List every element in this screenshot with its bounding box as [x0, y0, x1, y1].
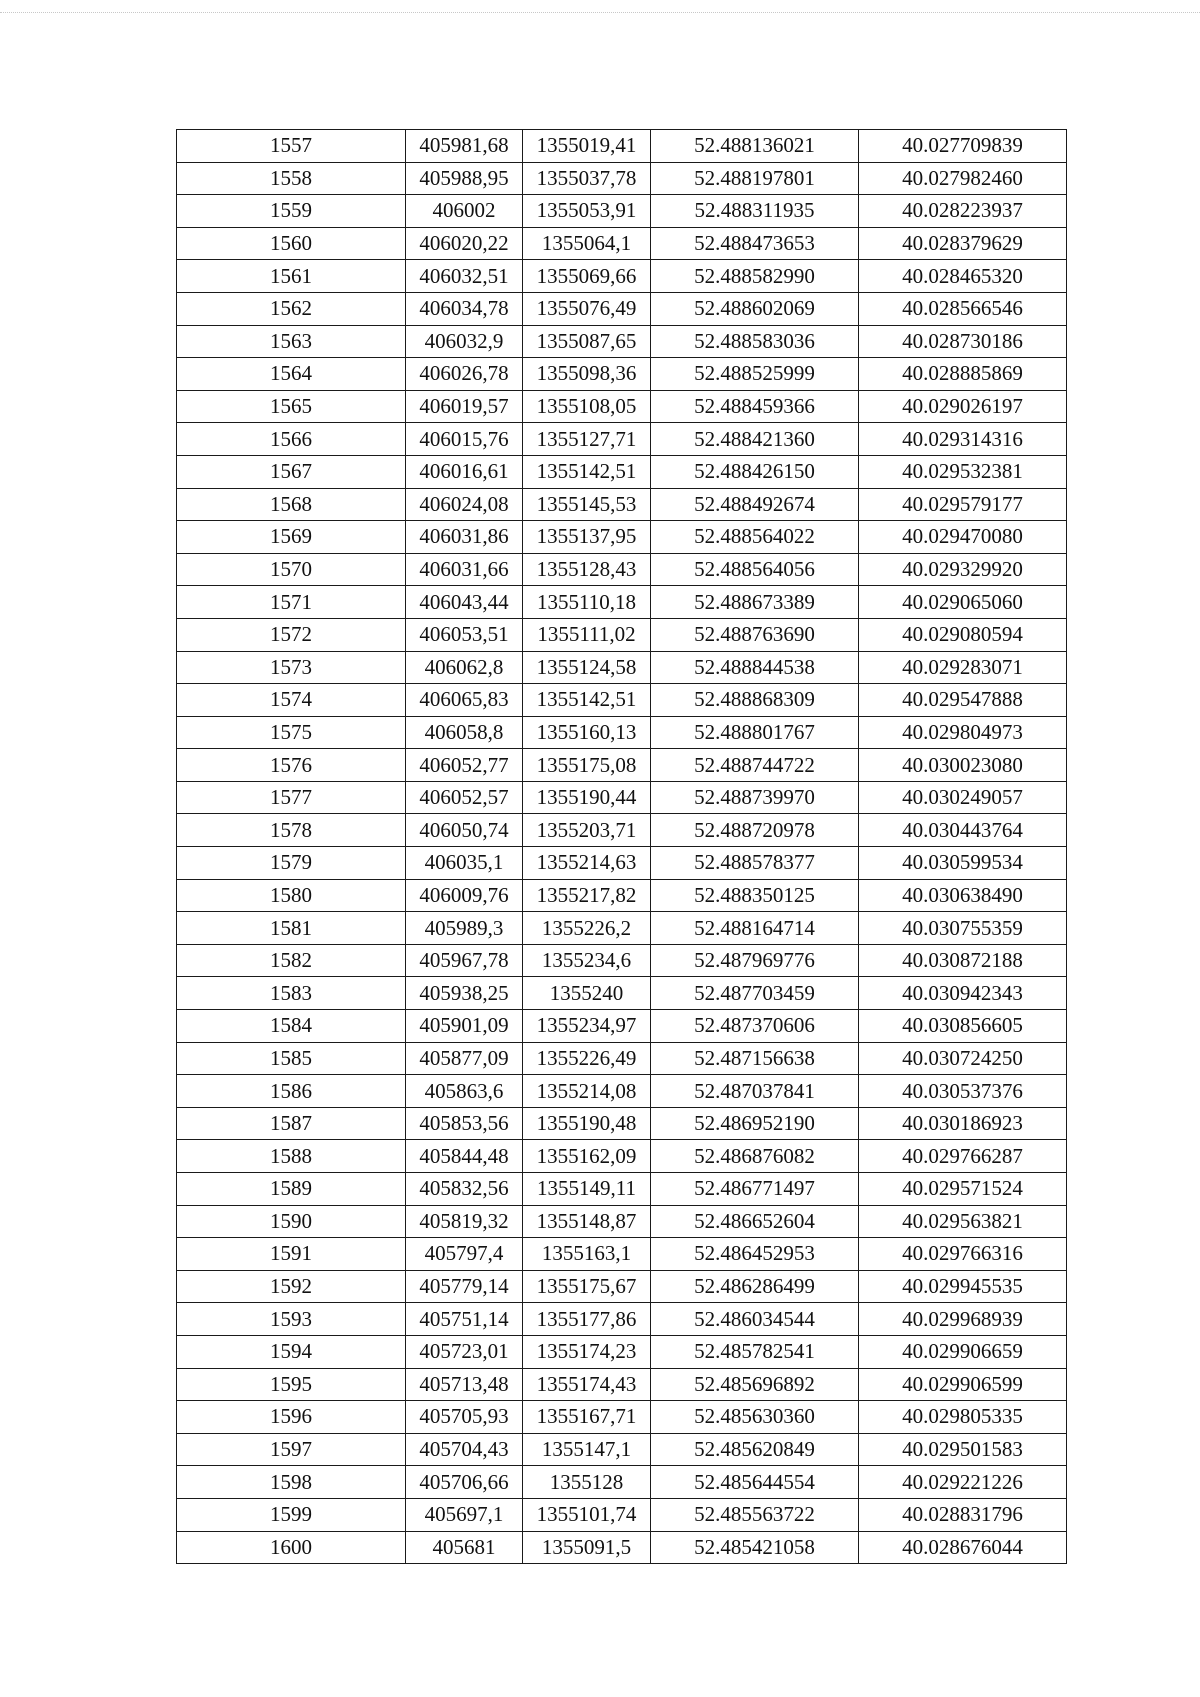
latitude-cell: 52.488197801 — [651, 162, 859, 195]
y-coordinate-cell: 1355137,95 — [523, 521, 651, 554]
table-row — [177, 618, 1067, 651]
longitude-cell: 40.030755359 — [859, 912, 1067, 945]
y-coordinate-cell: 1355217,82 — [523, 879, 651, 912]
latitude-cell: 52.488744722 — [651, 749, 859, 782]
x-coordinate-cell: 406035,1 — [406, 847, 523, 880]
longitude-cell: 40.030023080 — [859, 749, 1067, 782]
y-coordinate-cell: 1355091,5 — [523, 1531, 651, 1564]
x-coordinate-cell: 406043,44 — [406, 586, 523, 619]
x-coordinate-cell: 405989,3 — [406, 912, 523, 945]
point-number-cell: 1595 — [177, 1368, 406, 1401]
y-coordinate-cell: 1355147,1 — [523, 1433, 651, 1466]
y-coordinate-cell: 1355019,41 — [523, 130, 651, 163]
longitude-cell: 40.030942343 — [859, 977, 1067, 1010]
longitude-cell: 40.029026197 — [859, 390, 1067, 423]
longitude-cell: 40.029563821 — [859, 1205, 1067, 1238]
y-coordinate-cell: 1355226,49 — [523, 1042, 651, 1075]
x-coordinate-cell: 405901,09 — [406, 1010, 523, 1043]
table-row — [177, 716, 1067, 749]
y-coordinate-cell: 1355162,09 — [523, 1140, 651, 1173]
table-row — [177, 390, 1067, 423]
latitude-cell: 52.487370606 — [651, 1010, 859, 1043]
x-coordinate-cell: 406053,51 — [406, 618, 523, 651]
x-coordinate-cell: 406058,8 — [406, 716, 523, 749]
longitude-cell: 40.029547888 — [859, 684, 1067, 717]
table-row — [177, 1075, 1067, 1108]
longitude-cell: 40.030537376 — [859, 1075, 1067, 1108]
table-row — [177, 1140, 1067, 1173]
point-number-cell: 1585 — [177, 1042, 406, 1075]
longitude-cell: 40.030186923 — [859, 1107, 1067, 1140]
longitude-cell: 40.029945535 — [859, 1270, 1067, 1303]
table-row — [177, 553, 1067, 586]
longitude-cell: 40.028223937 — [859, 195, 1067, 228]
x-coordinate-cell: 406032,9 — [406, 325, 523, 358]
point-number-cell: 1586 — [177, 1075, 406, 1108]
latitude-cell: 52.488421360 — [651, 423, 859, 456]
y-coordinate-cell: 1355214,08 — [523, 1075, 651, 1108]
point-number-cell: 1567 — [177, 455, 406, 488]
point-number-cell: 1579 — [177, 847, 406, 880]
y-coordinate-cell: 1355145,53 — [523, 488, 651, 521]
x-coordinate-cell: 405988,95 — [406, 162, 523, 195]
table-row — [177, 358, 1067, 391]
point-number-cell: 1561 — [177, 260, 406, 293]
point-number-cell: 1577 — [177, 781, 406, 814]
point-number-cell: 1566 — [177, 423, 406, 456]
x-coordinate-cell: 406024,08 — [406, 488, 523, 521]
point-number-cell: 1587 — [177, 1107, 406, 1140]
longitude-cell: 40.029221226 — [859, 1466, 1067, 1499]
latitude-cell: 52.488564056 — [651, 553, 859, 586]
longitude-cell: 40.029579177 — [859, 488, 1067, 521]
point-number-cell: 1581 — [177, 912, 406, 945]
x-coordinate-cell: 405877,09 — [406, 1042, 523, 1075]
x-coordinate-cell: 405819,32 — [406, 1205, 523, 1238]
longitude-cell: 40.030443764 — [859, 814, 1067, 847]
y-coordinate-cell: 1355214,63 — [523, 847, 651, 880]
x-coordinate-cell: 406015,76 — [406, 423, 523, 456]
point-number-cell: 1599 — [177, 1498, 406, 1531]
y-coordinate-cell: 1355174,23 — [523, 1335, 651, 1368]
longitude-cell: 40.030856605 — [859, 1010, 1067, 1043]
point-number-cell: 1582 — [177, 944, 406, 977]
longitude-cell: 40.030599534 — [859, 847, 1067, 880]
latitude-cell: 52.486771497 — [651, 1173, 859, 1206]
y-coordinate-cell: 1355101,74 — [523, 1498, 651, 1531]
table-row — [177, 847, 1067, 880]
x-coordinate-cell: 405697,1 — [406, 1498, 523, 1531]
point-number-cell: 1559 — [177, 195, 406, 228]
table-row — [177, 292, 1067, 325]
y-coordinate-cell: 1355064,1 — [523, 227, 651, 260]
longitude-cell: 40.030638490 — [859, 879, 1067, 912]
point-number-cell: 1565 — [177, 390, 406, 423]
latitude-cell: 52.488164714 — [651, 912, 859, 945]
latitude-cell: 52.485620849 — [651, 1433, 859, 1466]
y-coordinate-cell: 1355177,86 — [523, 1303, 651, 1336]
point-number-cell: 1580 — [177, 879, 406, 912]
table-row — [177, 488, 1067, 521]
latitude-cell: 52.488602069 — [651, 292, 859, 325]
longitude-cell: 40.029065060 — [859, 586, 1067, 619]
table-row — [177, 1042, 1067, 1075]
latitude-cell: 52.488350125 — [651, 879, 859, 912]
y-coordinate-cell: 1355226,2 — [523, 912, 651, 945]
table-row — [177, 1401, 1067, 1434]
point-number-cell: 1560 — [177, 227, 406, 260]
y-coordinate-cell: 1355127,71 — [523, 423, 651, 456]
point-number-cell: 1593 — [177, 1303, 406, 1336]
table-row — [177, 944, 1067, 977]
x-coordinate-cell: 405863,6 — [406, 1075, 523, 1108]
table-row — [177, 521, 1067, 554]
point-number-cell: 1576 — [177, 749, 406, 782]
table-row — [177, 455, 1067, 488]
longitude-cell: 40.029805335 — [859, 1401, 1067, 1434]
longitude-cell: 40.028379629 — [859, 227, 1067, 260]
y-coordinate-cell: 1355163,1 — [523, 1238, 651, 1271]
table-row — [177, 651, 1067, 684]
y-coordinate-cell: 1355128 — [523, 1466, 651, 1499]
y-coordinate-cell: 1355111,02 — [523, 618, 651, 651]
table-row — [177, 130, 1067, 163]
latitude-cell: 52.488525999 — [651, 358, 859, 391]
table-row — [177, 1107, 1067, 1140]
latitude-cell: 52.487156638 — [651, 1042, 859, 1075]
longitude-cell: 40.028831796 — [859, 1498, 1067, 1531]
x-coordinate-cell: 405967,78 — [406, 944, 523, 977]
latitude-cell: 52.487969776 — [651, 944, 859, 977]
longitude-cell: 40.028676044 — [859, 1531, 1067, 1564]
table-row — [177, 195, 1067, 228]
x-coordinate-cell: 406026,78 — [406, 358, 523, 391]
longitude-cell: 40.029968939 — [859, 1303, 1067, 1336]
table-row — [177, 879, 1067, 912]
x-coordinate-cell: 405779,14 — [406, 1270, 523, 1303]
longitude-cell: 40.029766287 — [859, 1140, 1067, 1173]
coordinates-table-body — [177, 130, 1067, 1564]
table-row — [177, 1368, 1067, 1401]
latitude-cell: 52.488136021 — [651, 130, 859, 163]
point-number-cell: 1571 — [177, 586, 406, 619]
x-coordinate-cell: 406009,76 — [406, 879, 523, 912]
latitude-cell: 52.488673389 — [651, 586, 859, 619]
y-coordinate-cell: 1355234,97 — [523, 1010, 651, 1043]
latitude-cell: 52.488473653 — [651, 227, 859, 260]
longitude-cell: 40.029329920 — [859, 553, 1067, 586]
table-row — [177, 749, 1067, 782]
x-coordinate-cell: 406034,78 — [406, 292, 523, 325]
point-number-cell: 1592 — [177, 1270, 406, 1303]
latitude-cell: 52.485644554 — [651, 1466, 859, 1499]
y-coordinate-cell: 1355167,71 — [523, 1401, 651, 1434]
point-number-cell: 1590 — [177, 1205, 406, 1238]
point-number-cell: 1584 — [177, 1010, 406, 1043]
y-coordinate-cell: 1355190,44 — [523, 781, 651, 814]
x-coordinate-cell: 406002 — [406, 195, 523, 228]
table-row — [177, 423, 1067, 456]
y-coordinate-cell: 1355128,43 — [523, 553, 651, 586]
longitude-cell: 40.029314316 — [859, 423, 1067, 456]
point-number-cell: 1562 — [177, 292, 406, 325]
point-number-cell: 1563 — [177, 325, 406, 358]
longitude-cell: 40.028730186 — [859, 325, 1067, 358]
x-coordinate-cell: 406032,51 — [406, 260, 523, 293]
latitude-cell: 52.488459366 — [651, 390, 859, 423]
table-row — [177, 912, 1067, 945]
point-number-cell: 1588 — [177, 1140, 406, 1173]
y-coordinate-cell: 1355190,48 — [523, 1107, 651, 1140]
y-coordinate-cell: 1355148,87 — [523, 1205, 651, 1238]
x-coordinate-cell: 405797,4 — [406, 1238, 523, 1271]
y-coordinate-cell: 1355142,51 — [523, 455, 651, 488]
latitude-cell: 52.486952190 — [651, 1107, 859, 1140]
longitude-cell: 40.028465320 — [859, 260, 1067, 293]
table-row — [177, 1335, 1067, 1368]
longitude-cell: 40.028566546 — [859, 292, 1067, 325]
y-coordinate-cell: 1355142,51 — [523, 684, 651, 717]
longitude-cell: 40.029906659 — [859, 1335, 1067, 1368]
x-coordinate-cell: 405853,56 — [406, 1107, 523, 1140]
x-coordinate-cell: 406050,74 — [406, 814, 523, 847]
longitude-cell: 40.029080594 — [859, 618, 1067, 651]
latitude-cell: 52.488868309 — [651, 684, 859, 717]
x-coordinate-cell: 406031,86 — [406, 521, 523, 554]
x-coordinate-cell: 405713,48 — [406, 1368, 523, 1401]
longitude-cell: 40.030724250 — [859, 1042, 1067, 1075]
latitude-cell: 52.488720978 — [651, 814, 859, 847]
x-coordinate-cell: 405704,43 — [406, 1433, 523, 1466]
longitude-cell: 40.027982460 — [859, 162, 1067, 195]
latitude-cell: 52.488582990 — [651, 260, 859, 293]
x-coordinate-cell: 405832,56 — [406, 1173, 523, 1206]
longitude-cell: 40.029501583 — [859, 1433, 1067, 1466]
longitude-cell: 40.029766316 — [859, 1238, 1067, 1271]
x-coordinate-cell: 405938,25 — [406, 977, 523, 1010]
y-coordinate-cell: 1355149,11 — [523, 1173, 651, 1206]
table-row — [177, 814, 1067, 847]
latitude-cell: 52.488426150 — [651, 455, 859, 488]
table-row — [177, 1433, 1067, 1466]
latitude-cell: 52.486652604 — [651, 1205, 859, 1238]
latitude-cell: 52.488492674 — [651, 488, 859, 521]
longitude-cell: 40.029470080 — [859, 521, 1067, 554]
coordinates-table — [176, 129, 1067, 1564]
y-coordinate-cell: 1355110,18 — [523, 586, 651, 619]
x-coordinate-cell: 406031,66 — [406, 553, 523, 586]
y-coordinate-cell: 1355240 — [523, 977, 651, 1010]
x-coordinate-cell: 406016,61 — [406, 455, 523, 488]
latitude-cell: 52.487703459 — [651, 977, 859, 1010]
x-coordinate-cell: 405706,66 — [406, 1466, 523, 1499]
table-row — [177, 260, 1067, 293]
table-row — [177, 1498, 1067, 1531]
point-number-cell: 1573 — [177, 651, 406, 684]
x-coordinate-cell: 406052,57 — [406, 781, 523, 814]
table-row — [177, 1466, 1067, 1499]
latitude-cell: 52.485630360 — [651, 1401, 859, 1434]
point-number-cell: 1578 — [177, 814, 406, 847]
latitude-cell: 52.485782541 — [651, 1335, 859, 1368]
x-coordinate-cell: 406062,8 — [406, 651, 523, 684]
latitude-cell: 52.488311935 — [651, 195, 859, 228]
point-number-cell: 1600 — [177, 1531, 406, 1564]
table-row — [177, 684, 1067, 717]
latitude-cell: 52.485421058 — [651, 1531, 859, 1564]
x-coordinate-cell: 405681 — [406, 1531, 523, 1564]
y-coordinate-cell: 1355098,36 — [523, 358, 651, 391]
latitude-cell: 52.487037841 — [651, 1075, 859, 1108]
x-coordinate-cell: 405751,14 — [406, 1303, 523, 1336]
y-coordinate-cell: 1355069,66 — [523, 260, 651, 293]
point-number-cell: 1557 — [177, 130, 406, 163]
longitude-cell: 40.030249057 — [859, 781, 1067, 814]
point-number-cell: 1564 — [177, 358, 406, 391]
latitude-cell: 52.488739970 — [651, 781, 859, 814]
point-number-cell: 1572 — [177, 618, 406, 651]
table-row — [177, 1173, 1067, 1206]
point-number-cell: 1568 — [177, 488, 406, 521]
table-row — [177, 781, 1067, 814]
table-row — [177, 1270, 1067, 1303]
longitude-cell: 40.029532381 — [859, 455, 1067, 488]
latitude-cell: 52.488583036 — [651, 325, 859, 358]
x-coordinate-cell: 406065,83 — [406, 684, 523, 717]
table-row — [177, 1238, 1067, 1271]
table-row — [177, 1303, 1067, 1336]
point-number-cell: 1570 — [177, 553, 406, 586]
longitude-cell: 40.030872188 — [859, 944, 1067, 977]
latitude-cell: 52.486286499 — [651, 1270, 859, 1303]
point-number-cell: 1558 — [177, 162, 406, 195]
point-number-cell: 1569 — [177, 521, 406, 554]
x-coordinate-cell: 406019,57 — [406, 390, 523, 423]
y-coordinate-cell: 1355203,71 — [523, 814, 651, 847]
y-coordinate-cell: 1355174,43 — [523, 1368, 651, 1401]
y-coordinate-cell: 1355076,49 — [523, 292, 651, 325]
y-coordinate-cell: 1355175,08 — [523, 749, 651, 782]
point-number-cell: 1597 — [177, 1433, 406, 1466]
point-number-cell: 1591 — [177, 1238, 406, 1271]
longitude-cell: 40.029283071 — [859, 651, 1067, 684]
latitude-cell: 52.486876082 — [651, 1140, 859, 1173]
longitude-cell: 40.029571524 — [859, 1173, 1067, 1206]
y-coordinate-cell: 1355087,65 — [523, 325, 651, 358]
point-number-cell: 1583 — [177, 977, 406, 1010]
x-coordinate-cell: 406020,22 — [406, 227, 523, 260]
point-number-cell: 1598 — [177, 1466, 406, 1499]
y-coordinate-cell: 1355053,91 — [523, 195, 651, 228]
latitude-cell: 52.488763690 — [651, 618, 859, 651]
latitude-cell: 52.486452953 — [651, 1238, 859, 1271]
x-coordinate-cell: 405723,01 — [406, 1335, 523, 1368]
latitude-cell: 52.488844538 — [651, 651, 859, 684]
table-row — [177, 227, 1067, 260]
table-row — [177, 1010, 1067, 1043]
latitude-cell: 52.485696892 — [651, 1368, 859, 1401]
table-row — [177, 1531, 1067, 1564]
y-coordinate-cell: 1355160,13 — [523, 716, 651, 749]
latitude-cell: 52.488564022 — [651, 521, 859, 554]
point-number-cell: 1594 — [177, 1335, 406, 1368]
x-coordinate-cell: 406052,77 — [406, 749, 523, 782]
y-coordinate-cell: 1355108,05 — [523, 390, 651, 423]
table-row — [177, 1205, 1067, 1238]
x-coordinate-cell: 405844,48 — [406, 1140, 523, 1173]
x-coordinate-cell: 405981,68 — [406, 130, 523, 163]
y-coordinate-cell: 1355234,6 — [523, 944, 651, 977]
longitude-cell: 40.027709839 — [859, 130, 1067, 163]
y-coordinate-cell: 1355124,58 — [523, 651, 651, 684]
table-row — [177, 162, 1067, 195]
y-coordinate-cell: 1355175,67 — [523, 1270, 651, 1303]
point-number-cell: 1574 — [177, 684, 406, 717]
latitude-cell: 52.488801767 — [651, 716, 859, 749]
longitude-cell: 40.029804973 — [859, 716, 1067, 749]
scan-edge-line — [0, 12, 1200, 13]
table-row — [177, 325, 1067, 358]
point-number-cell: 1589 — [177, 1173, 406, 1206]
table-row — [177, 977, 1067, 1010]
longitude-cell: 40.028885869 — [859, 358, 1067, 391]
latitude-cell: 52.488578377 — [651, 847, 859, 880]
point-number-cell: 1596 — [177, 1401, 406, 1434]
y-coordinate-cell: 1355037,78 — [523, 162, 651, 195]
longitude-cell: 40.029906599 — [859, 1368, 1067, 1401]
point-number-cell: 1575 — [177, 716, 406, 749]
latitude-cell: 52.485563722 — [651, 1498, 859, 1531]
table-row — [177, 586, 1067, 619]
x-coordinate-cell: 405705,93 — [406, 1401, 523, 1434]
latitude-cell: 52.486034544 — [651, 1303, 859, 1336]
